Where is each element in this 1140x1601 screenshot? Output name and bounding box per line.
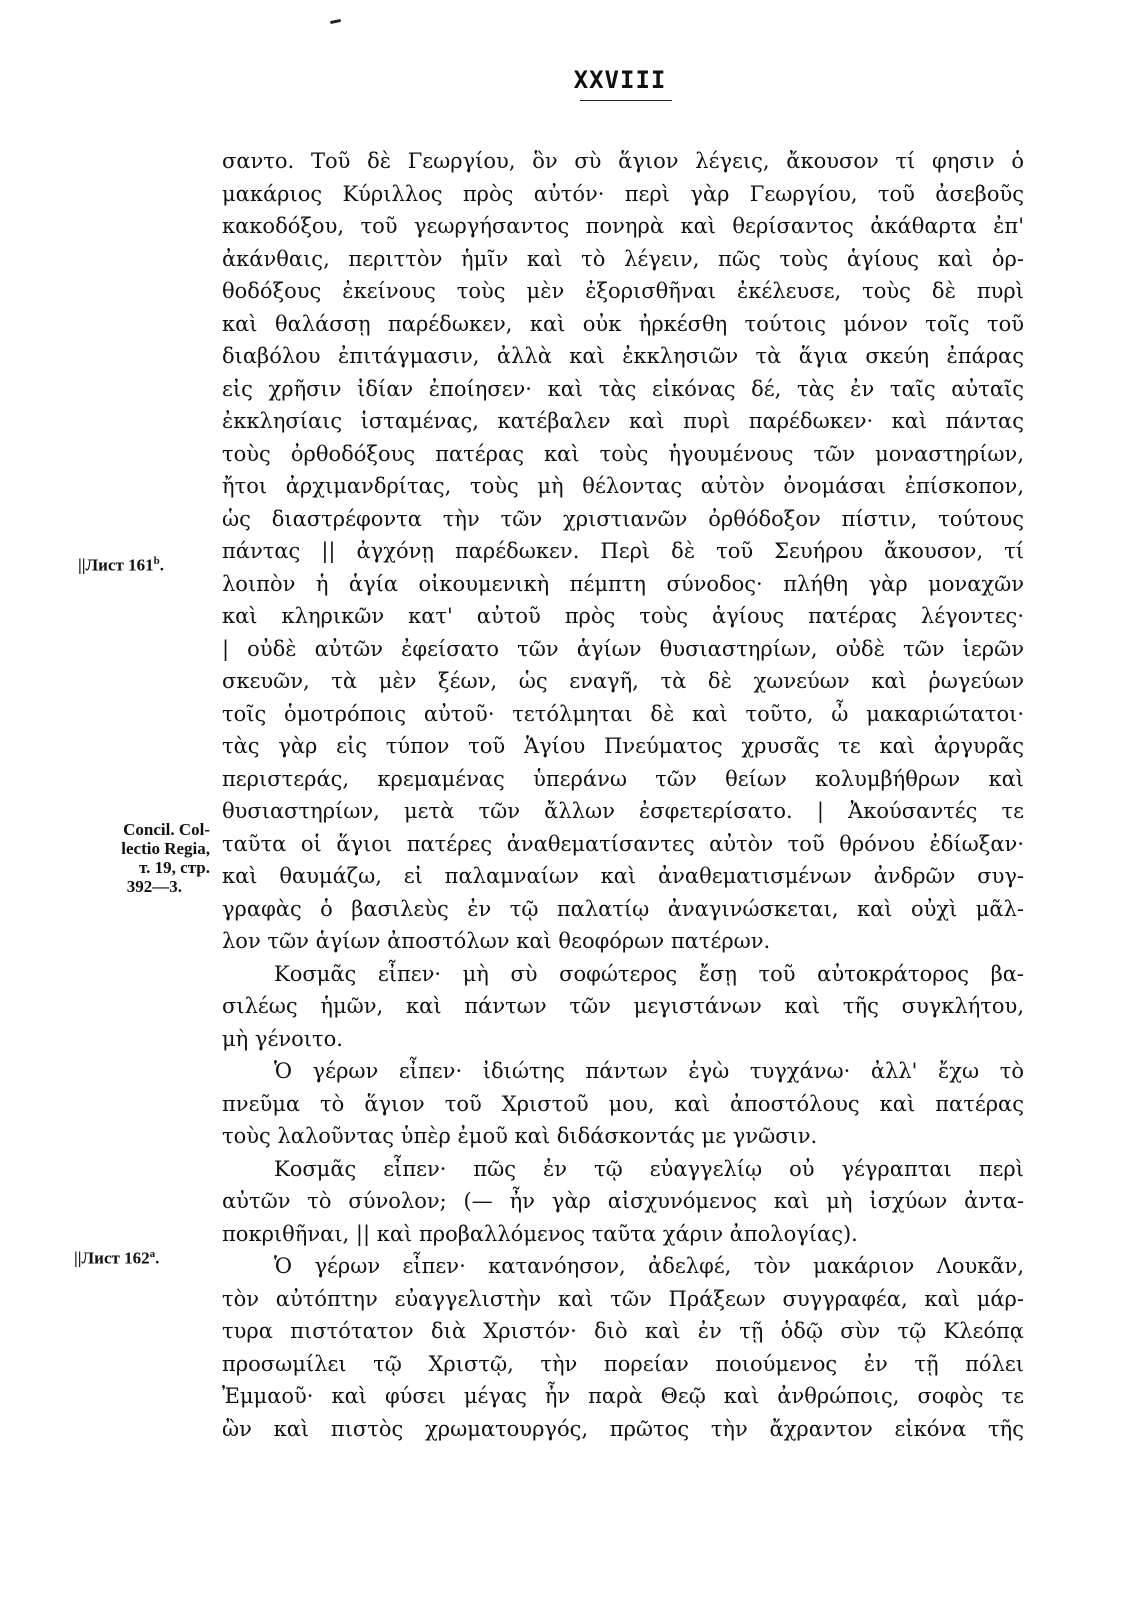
text-line: μὴ γένοιτο. xyxy=(222,1026,343,1051)
text-line: περιστεράς, κρεμαμένας ὑπεράνω τῶν θείων κολυμβήθρων καὶ xyxy=(222,766,1024,791)
concilium-line-3: т. 19, стр. xyxy=(139,858,210,877)
text-line: Κοσμᾶς εἶπεν· μὴ σὺ σοφώτερος ἔσῃ τοῦ αὐτοκράτορος βα- xyxy=(274,961,1024,986)
text-line: λον τῶν ἁγίων ἀποστόλων καὶ θεοφόρων πατέρων. xyxy=(222,929,771,953)
text-line: Ἐμμαοῦ· καὶ φύσει μέγας ἦν παρὰ Θεῷ καὶ ἀνθρώποις, σοφὸς τε xyxy=(222,1384,1024,1408)
text-line: προσωμίλει τῷ Χριστῷ, τὴν πορείαν ποιούμενος ἐν τῇ πόλει xyxy=(222,1351,1024,1376)
text-line: αὐτῶν τὸ σύνολον; (— ἦν γὰρ αἰσχυνόμενος καὶ μὴ ἰσχύων ἀντα- xyxy=(222,1189,1024,1213)
text-line: τοῖς ὁμοτρόποις αὐτοῦ· τετόλμηται δὲ καὶ τοῦτο, ὦ μακαριώτατοι· xyxy=(222,701,1024,726)
body-text xyxy=(222,145,1024,1445)
text-line: Ὁ γέρων εἶπεν· κατανόησον, ἀδελφέ, τὸν μακάριον Λουκᾶν, xyxy=(274,1254,1024,1278)
margin-note-concilium xyxy=(82,820,210,896)
concilium-line-4: 392—3. xyxy=(126,877,182,896)
text-line: Ὁ γέρων εἶπεν· ἰδιώτης πάντων ἐγὼ τυγχάνω· ἀλλ' ἔχω τὸ xyxy=(274,1059,1024,1083)
concilium-line-2: lectio Regia, xyxy=(121,839,210,858)
text-line: καὶ θαυμάζω, εἰ παλαμναίων καὶ ἀναθεματισμένων ἀνδρῶν συγ- xyxy=(222,864,1024,888)
text-line: διαβόλου ἐπιτάγμασιν, ἀλλὰ καὶ ἐκκλησιῶν τὰ ἅγια σκεύη ἐπάρας xyxy=(222,344,1024,368)
text-line: σκευῶν, τὰ μὲν ξέων, ὡς εναγῆ, τὰ δὲ χωνεύων καὶ ῥωγεύων xyxy=(222,669,1024,693)
text-line: εἰς χρῆσιν ἰδίαν ἐποίησεν· καὶ τὰς εἰκόνας δέ, τὰς ἐν ταῖς αὐταῖς xyxy=(222,376,1024,401)
page-number-rule xyxy=(580,100,672,101)
text-line: ἤτοι ἀρχιμανδρίτας, τοὺς μὴ θέλοντας αὐτὸν ὀνομάσαι ἐπίσκοπον, xyxy=(222,474,1024,498)
text-line: θυσιαστηρίων, μετὰ τῶν ἄλλων ἐσφετερίσατο. | Ἀκούσαντές τε xyxy=(222,799,1024,823)
leaf-side: a xyxy=(149,1248,156,1260)
text-line: σιλέως ἡμῶν, καὶ πάντων τῶν μεγιστάνων καὶ τῆς συγκλήτου, xyxy=(222,994,1024,1018)
text-line: καὶ κληρικῶν κατ' αὐτοῦ πρὸς τοὺς ἁγίους πατέρας λέγοντες· xyxy=(222,604,1024,628)
text-line: ποκριθῆναι, || καὶ προβαλλόμενος ταῦτα χάριν ἀπολογίας). xyxy=(222,1221,858,1246)
margin-note-leaf-162a: ||Лист 162$^a$. xyxy=(74,1248,160,1268)
text-line: καὶ θαλάσσῃ παρέδωκεν, καὶ οὐκ ἠρκέσθη τούτοις μόνον τοῖς τοῦ xyxy=(222,311,1024,336)
text-line: τοὺς λαλοῦντας ὑπὲρ ἐμοῦ καὶ διδάσκοντάς με γνῶσιν. xyxy=(222,1124,818,1148)
text-line: ἀκάνθαις, περιττὸν ἡμῖν καὶ τὸ λέγειν, πῶς τοὺς ἁγίους καὶ ὀρ- xyxy=(222,246,1024,271)
text-line: τὸν αὐτόπτην εὐαγγελιστὴν καὶ τῶν Πράξεων συγγραφέα, καὶ μάρ- xyxy=(222,1286,1024,1311)
leaf-number: 162 xyxy=(119,1248,150,1268)
text-line: μακάριος Κύριλλος πρὸς αὐτόν· περὶ γὰρ Γεωργίου, τοῦ ἀσεβοῦς xyxy=(222,181,1024,206)
text-line: πνεῦμα τὸ ἅγιον τοῦ Χριστοῦ μου, καὶ ἀποστόλους καὶ πατέρας xyxy=(222,1091,1024,1116)
text-line: ὡς διαστρέφοντα τὴν τῶν χριστιανῶν ὀρθόδοξον πίστιν, τούτους xyxy=(222,506,1024,531)
text-line: γραφὰς ὁ βασιλεὺς ἐν τῷ παλατίῳ ἀναγινώσκεται, καὶ οὐχὶ μᾶλ- xyxy=(222,896,1024,921)
leaf-number: 161 xyxy=(123,555,154,575)
text-line: θοδόξους ἐκείνους τοὺς μὲν ἐξορισθῆναι ἐκέλευσε, τοὺς δὲ πυρὶ xyxy=(222,279,1024,303)
page-number: XXVIII xyxy=(573,66,667,94)
text-line: σαντο. Τοῦ δὲ Γεωργίου, ὃν σὺ ἅγιον λέγεις, ἄκουσον τί φησιν ὁ xyxy=(222,149,1024,173)
text-line: τυρα πιστότατον διὰ Χριστόν· διὸ καὶ ἐν τῇ ὁδῷ σὺν τῷ Κλεόπᾳ xyxy=(222,1319,1024,1343)
text-line: ταῦτα οἱ ἅγιοι πατέρες ἀναθεματίσαντες αὐτὸν τοῦ θρόνου ἐδίωξαν· xyxy=(222,831,1024,856)
text-line: τὰς γὰρ εἰς τύπον τοῦ Ἁγίου Πνεύματος χρυσᾶς τε καὶ ἀργυρᾶς xyxy=(222,734,1024,758)
concilium-line-1: Concil. Col- xyxy=(123,820,210,839)
text-line: πάντας || ἀγχόνῃ παρέδωκεν. Περὶ δὲ τοῦ Σευήρου ἄκουσον, τί xyxy=(222,539,1024,563)
text-line: τοὺς ὀρθοδόξους πατέρας καὶ τοὺς ἡγουμένους τῶν μοναστηρίων, xyxy=(222,441,1024,466)
text-line: Κοσμᾶς εἶπεν· πῶς ἐν τῷ εὐαγγελίῳ οὐ γέγραπται περὶ xyxy=(274,1156,1024,1181)
text-line: ὢν καὶ πιστὸς χρωματουργός, πρῶτος τὴν ἄχραντον εἰκόνα τῆς xyxy=(222,1416,1024,1441)
text-line: | οὐδὲ αὐτῶν ἐφείσατο τῶν ἁγίων θυσιαστηρίων, οὐδὲ τῶν ἱερῶν xyxy=(222,636,1024,661)
text-line: λοιπὸν ἡ ἁγία οἰκουμενικὴ πέμπτη σύνοδος· πλήθη γὰρ μοναχῶν xyxy=(222,571,1024,596)
ink-mark xyxy=(330,19,341,24)
leaf-side: b xyxy=(153,555,160,567)
leaf-prefix: ||Лист xyxy=(74,1248,120,1268)
text-line: ἐκκλησίαις ἱσταμένας, κατέβαλεν καὶ πυρὶ παρέδωκεν· καὶ πάντας xyxy=(222,409,1024,433)
leaf-prefix: ||Лист xyxy=(78,555,124,575)
margin-note-leaf-161b: ||Лист 161$^b$. xyxy=(78,555,164,575)
text-line: κακοδόξου, τοῦ γεωργήσαντος πονηρὰ καὶ θερίσαντος ἀκάθαρτα ἐπ' xyxy=(222,214,1024,238)
